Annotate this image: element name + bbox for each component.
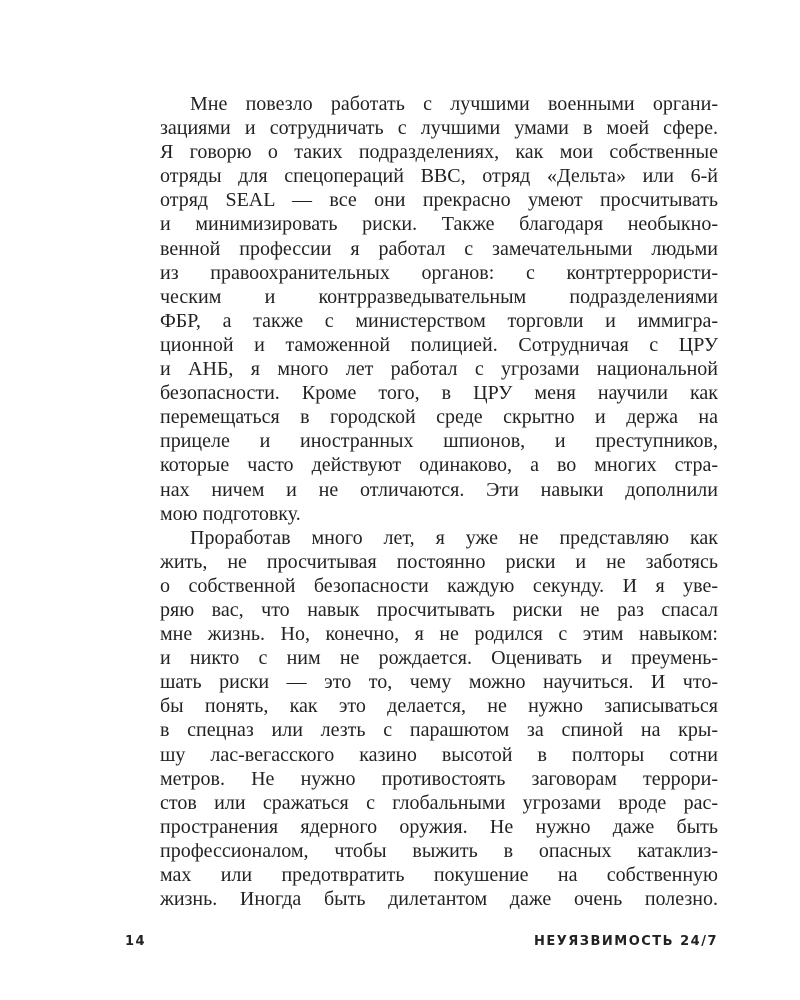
text-line: отряды для спецопераций ВВС, отряд «Дельта» или 6-й xyxy=(160,165,718,188)
text-line: зациями и сотрудничать с лучшими умами в моей сфере. xyxy=(160,117,718,140)
text-line: отряд SEAL — все они прекрасно умеют просчитывать xyxy=(160,189,718,212)
text-line: шать риски — это то, чему можно научиться. И что- xyxy=(160,671,718,694)
text-line: нах ничем и не отличаются. Эти навыки дополнили xyxy=(160,478,718,501)
text-line: стов или сражаться с глобальными угрозами вроде рас- xyxy=(160,791,718,814)
text-line: мою подготовку. xyxy=(160,502,301,525)
paragraph xyxy=(160,92,718,526)
text-line: и АНБ, я много лет работал с угрозами национальной xyxy=(160,358,718,381)
text-line: ционной и таможенной полицией. Сотрудничая с ЦРУ xyxy=(160,333,718,356)
text-line: Я говорю о таких подразделениях, как мои собственные xyxy=(160,141,718,164)
text-line: Мне повезло работать с лучшими военными органи- xyxy=(190,93,718,115)
text-line: жить, не просчитывая постоянно риски и не заботясь xyxy=(160,550,718,573)
text-line: прицеле и иностранных шпионов, и преступников, xyxy=(160,430,718,453)
text-line: ФБР, а также с министерством торговли и иммигра- xyxy=(160,309,718,332)
text-line: о собственной безопасности каждую секунду. И я уве- xyxy=(160,574,718,597)
text-line: мне жизнь. Но, конечно, я не родился с этим навыком: xyxy=(160,623,718,646)
text-line: ряю вас, что навык просчитывать риски не раз спасал xyxy=(160,598,718,621)
text-line: в спецназ или лезть с парашютом за спиной на кры- xyxy=(160,719,718,742)
text-line: венной профессии я работал с замечательными людьми xyxy=(160,237,718,260)
text-line: жизнь. Иногда быть дилетантом даже очень полезно. xyxy=(160,888,718,911)
text-line: и минимизировать риски. Также благодаря необыкно- xyxy=(160,213,718,236)
body-text xyxy=(160,92,718,911)
text-line: пространения ядерного оружия. Не нужно даже быть xyxy=(160,815,718,838)
text-line: метров. Не нужно противостоять заговорам террори- xyxy=(160,767,718,790)
running-title: НЕУЯЗВИМОСТЬ 24/7 xyxy=(533,934,718,949)
text-line: из правоохранительных органов: с контртеррористи- xyxy=(160,261,718,284)
text-line: мах или предотвратить покушение на собственную xyxy=(160,864,718,886)
text-line: бы понять, как это делается, не нужно записываться xyxy=(160,695,718,718)
text-line: профессионалом, чтобы выжить в опасных катаклиз- xyxy=(160,839,718,862)
paragraph xyxy=(160,526,718,912)
text-line: безопасности. Кроме того, в ЦРУ меня научили как xyxy=(160,382,718,405)
text-line: Проработав много лет, я уже не представляю как xyxy=(190,526,718,549)
text-line: шу лас-вегасского казино высотой в полторы сотни xyxy=(160,743,718,766)
page-number: 14 xyxy=(125,934,147,949)
text-line: перемещаться в городской среде скрытно и держа на xyxy=(160,406,718,429)
text-line: и никто с ним не рождается. Оценивать и преумень- xyxy=(160,647,718,670)
text-line: ческим и контрразведывательным подразделениями xyxy=(160,285,718,308)
text-line: которые часто действуют одинаково, а во многих стра- xyxy=(160,454,718,477)
